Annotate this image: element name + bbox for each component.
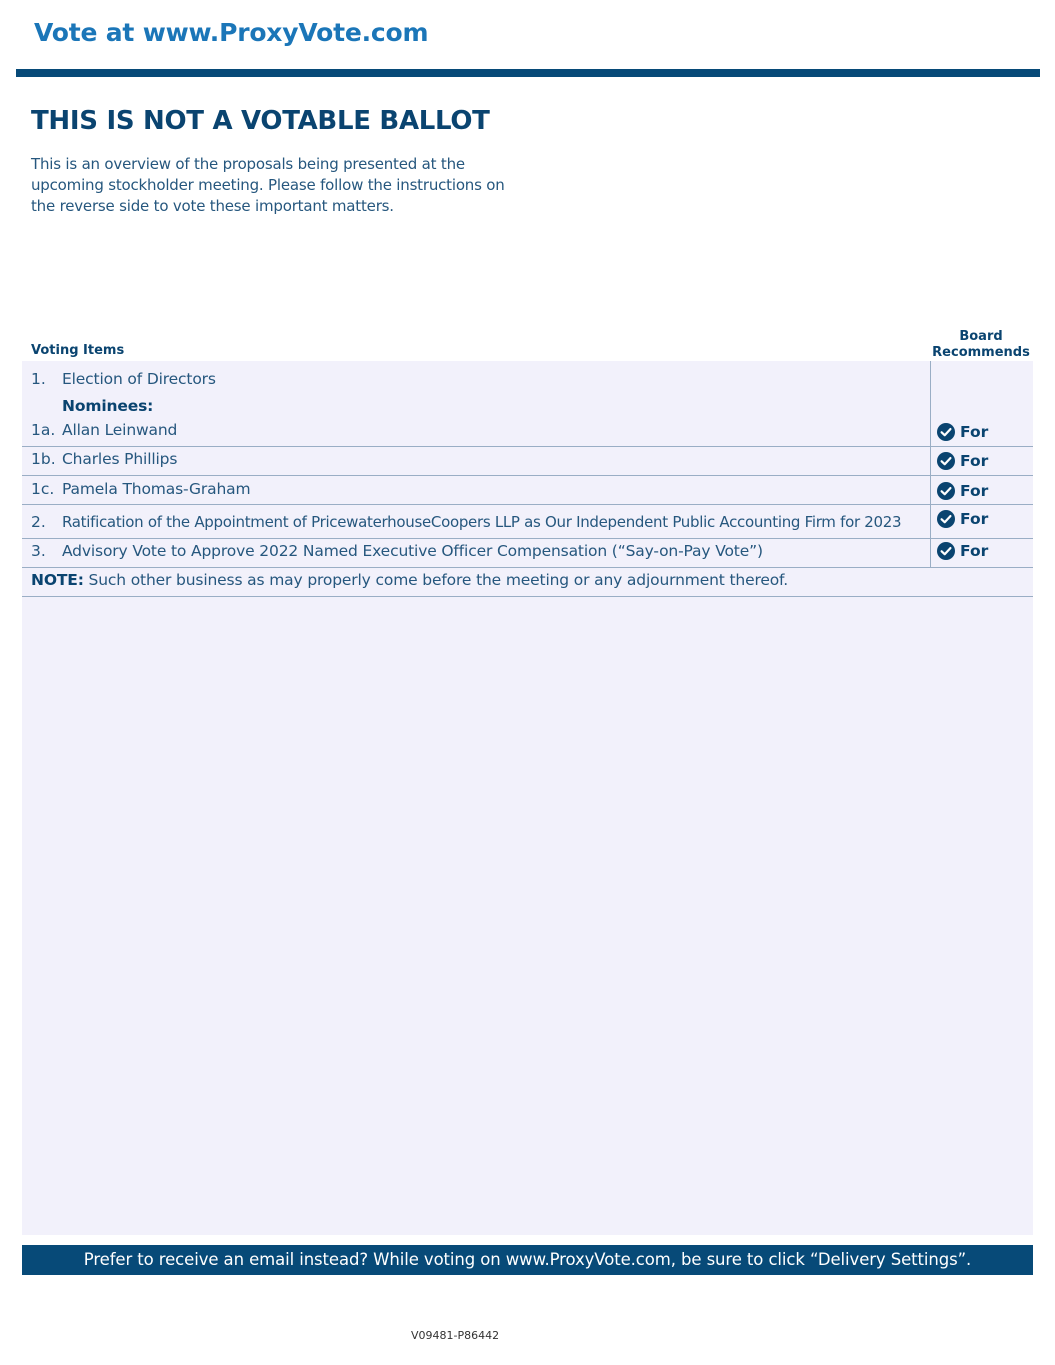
recommendation-label: For bbox=[960, 423, 989, 441]
item-text: Allan Leinwand bbox=[62, 421, 178, 439]
item-text: Advisory Vote to Approve 2022 Named Executive Officer Compensation (“Say-on-Pay Vote”) bbox=[62, 542, 763, 560]
item-text: Charles Phillips bbox=[62, 450, 178, 468]
item-text: Ratification of the Appointment of PricewaterhouseCoopers LLP as Our Independent Public Accounting Firm for 2023 bbox=[62, 513, 902, 531]
item-number: 1b. bbox=[31, 450, 56, 468]
board-header-line2: Recommends bbox=[932, 345, 1030, 360]
row-divider bbox=[22, 446, 1033, 447]
recommendation bbox=[937, 482, 988, 500]
intro-paragraph: This is an overview of the proposals being presented at the upcoming stockholder meeting. Please follow the instructions on the reverse side to vote these important matters. bbox=[31, 155, 505, 215]
check-circle-icon bbox=[937, 542, 955, 560]
row-divider bbox=[22, 567, 1033, 568]
recommendation bbox=[937, 452, 988, 470]
board-recommends-header bbox=[928, 329, 1034, 361]
row-divider bbox=[22, 504, 1033, 505]
recommendation-label: For bbox=[960, 510, 989, 528]
note-line bbox=[31, 571, 788, 589]
row-divider bbox=[22, 475, 1033, 476]
check-circle-icon bbox=[937, 423, 955, 441]
item-text: Pamela Thomas-Graham bbox=[62, 480, 251, 498]
page-title: THIS IS NOT A VOTABLE BALLOT bbox=[31, 106, 490, 136]
nominees-label: Nominees: bbox=[62, 397, 154, 415]
vote-url-title: Vote at www.ProxyVote.com bbox=[34, 18, 429, 47]
item-number: 3. bbox=[31, 542, 46, 560]
item-text: Election of Directors bbox=[62, 370, 216, 388]
check-circle-icon bbox=[937, 482, 955, 500]
note-label: NOTE: bbox=[31, 571, 84, 589]
recommendation-label: For bbox=[960, 542, 989, 560]
document-code: V09481-P86442 bbox=[411, 1329, 500, 1342]
recommendation bbox=[937, 510, 988, 528]
check-circle-icon bbox=[937, 452, 955, 470]
voting-items-header: Voting Items bbox=[31, 343, 125, 358]
header-rule bbox=[16, 69, 1040, 77]
item-number: 2. bbox=[31, 513, 46, 531]
recommendation bbox=[937, 423, 988, 441]
email-delivery-banner: Prefer to receive an email instead? While voting on www.ProxyVote.com, be sure to click “Delivery Settings”. bbox=[22, 1245, 1033, 1275]
board-header-line1: Board bbox=[959, 329, 1003, 344]
recommendation-label: For bbox=[960, 482, 989, 500]
note-text: Such other business as may properly come before the meeting or any adjournment thereof. bbox=[83, 571, 789, 589]
check-circle-icon bbox=[937, 510, 955, 528]
item-number: 1a. bbox=[31, 421, 56, 439]
item-number: 1c. bbox=[31, 480, 55, 498]
recommendation bbox=[937, 542, 988, 560]
recommendation-label: For bbox=[960, 452, 989, 470]
row-divider bbox=[22, 596, 1033, 597]
row-divider bbox=[22, 538, 1033, 539]
column-separator bbox=[930, 361, 931, 567]
item-number: 1. bbox=[31, 370, 46, 388]
